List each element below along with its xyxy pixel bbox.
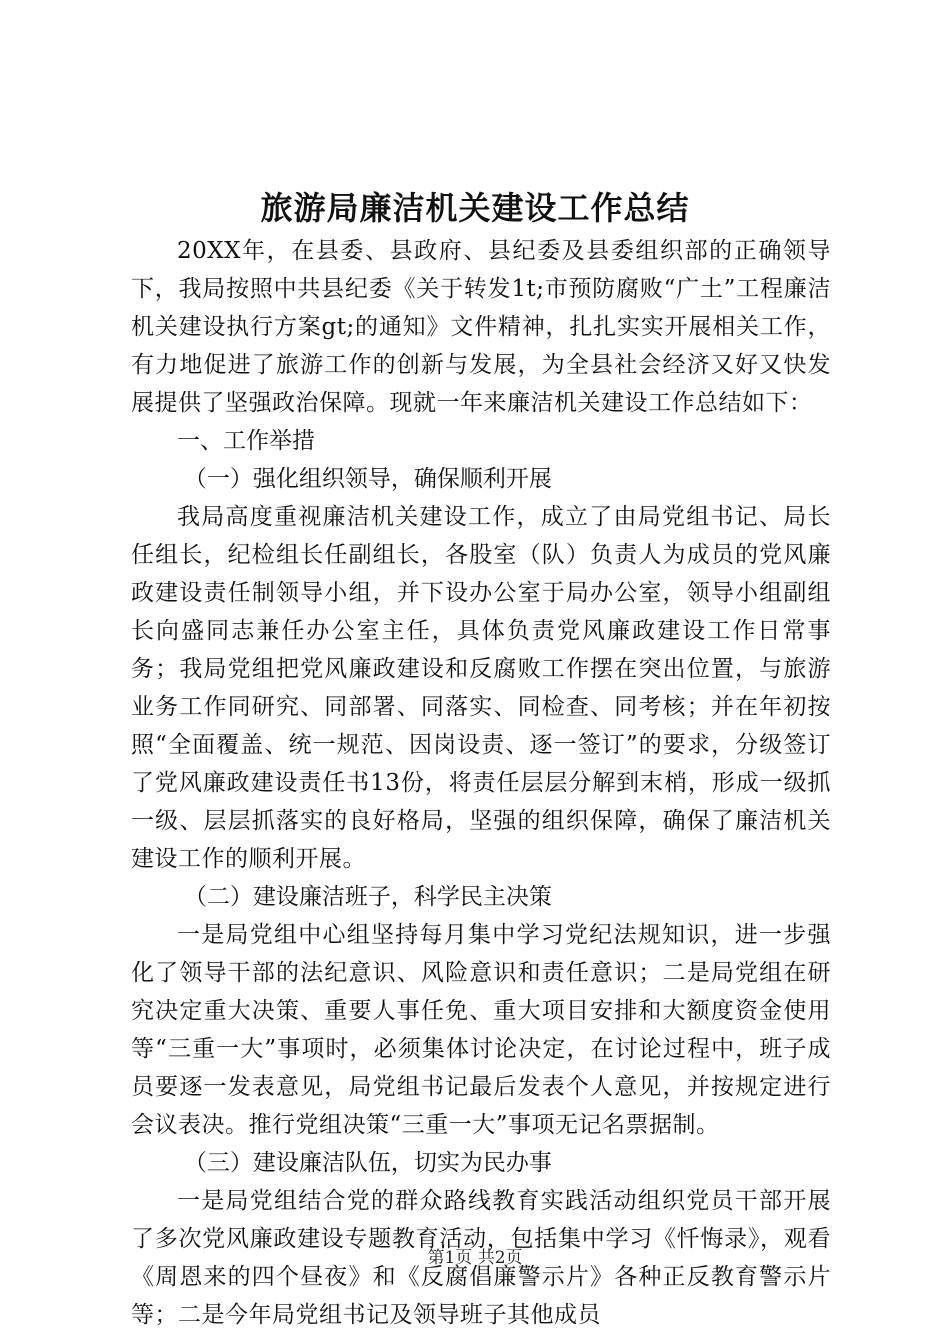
subsection-heading-3: （三）建设廉洁队伍，切实为民办事: [183, 1150, 552, 1176]
subsection-heading-2: （二）建设廉洁班子，科学民主决策: [183, 884, 552, 910]
intro-paragraph: 20XX年，在县委、县政府、县纪委及县委组织部的正确领导下，我局按照中共县纪委《关于转发1t;市预防腐败“广土”工程廉洁机关建设执行方案gt;的通知》文件精神，扎扎实实开展相关工作，有力地促进了旅游工作的创新与发展，为全县社会经济又好又快发展提供了坚强政治保障。现就一年来廉洁机关建设工作总结如下：: [131, 238, 831, 416]
subsection-body-1: 我局高度重视廉洁机关建设工作，成立了由局党组书记、局长任组长，纪检组长任副组长，各股室（队）负责人为成员的党风廉政建设责任制领导小组，并下设办公室于局办公室，领导小组副组长向盛同志兼任办公室主任，具体负责党风廉政建设工作日常事务；我局党组把党风廉政建设和反腐败工作摆在突出位置，与旅游业务工作同研究、同部署、同落实、同检查、同考核；并在年初按照“全面覆盖、统一规范、因岗设责、逐一签订”的要求，分级签订了党风廉政建设责任书13份，将责任层层分解到末梢，形成一级抓一级、层层抓落实的良好格局，坚强的组织保障，确保了廉洁机关建设工作的顺利开展。: [131, 504, 831, 872]
document-body: [131, 232, 831, 1334]
document-title: 旅游局廉洁机关建设工作总结: [260, 189, 690, 227]
subsection-heading-1: （一）强化组织领导，确保顺利开展: [183, 466, 552, 492]
page-footer: 第1页 共2页: [427, 1248, 523, 1268]
section-heading-measures: 一、工作举措: [177, 428, 315, 454]
subsection-body-2: 一是局党组中心组坚持每月集中学习党纪法规知识，进一步强化了领导干部的法纪意识、风险意识和责任意识；二是局党组在研究决定重大决策、重要人事任免、重大项目安排和大额度资金使用等“三重一大”事项时，必须集体讨论决定，在讨论过程中，班子成员要逐一发表意见，局党组书记最后发表个人意见，并按规定进行会议表决。推行党组决策“三重一大”事项无记名票据制。: [131, 922, 831, 1138]
subsection-body-3: 一是局党组结合党的群众路线教育实践活动组织党员干部开展了多次党风廉政建设专题教育活动，包括集中学习《忏悔录》，观看《周恩来的四个昼夜》和《反腐倡廉警示片》各种正反教育警示片等；二是今年局党组书记及领导班子其他成员: [131, 1188, 831, 1328]
